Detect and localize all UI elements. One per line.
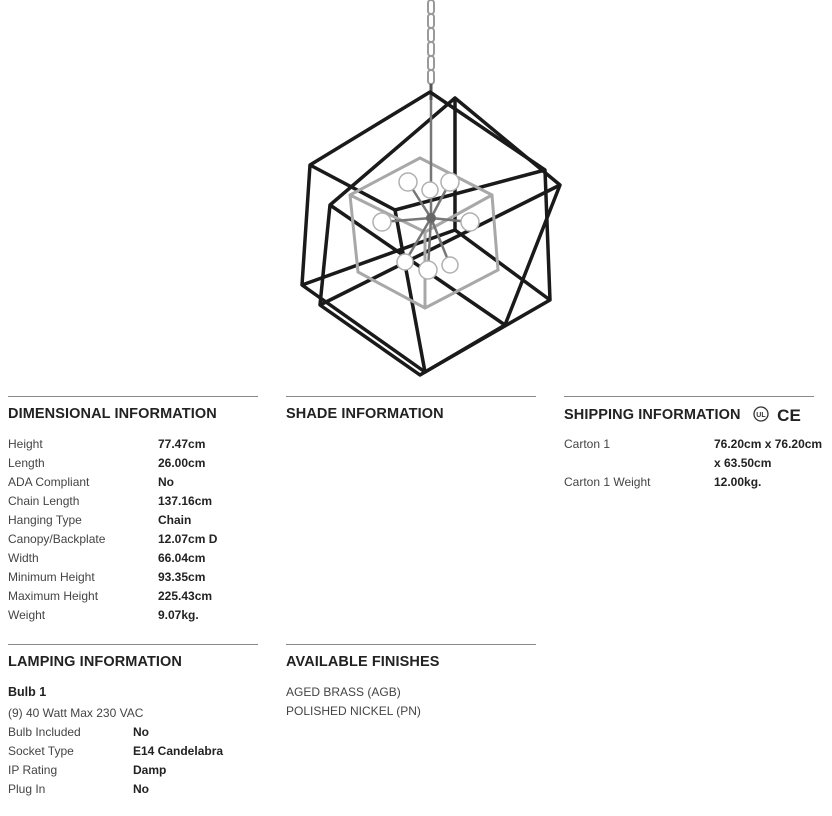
spec-row: [8, 723, 258, 742]
ce-mark: CE: [776, 406, 801, 425]
spec-value: 225.43cm: [158, 589, 213, 603]
finish-item: POLISHED NICKEL (PN): [286, 704, 421, 718]
section-divider: [564, 396, 814, 397]
spec-label: Chain Length: [8, 494, 80, 508]
spec-value: 77.47cm: [158, 437, 206, 451]
bulb-title: Bulb 1: [8, 685, 47, 699]
spec-value: 137.16cm: [158, 494, 213, 508]
dimensional-section: [8, 396, 258, 625]
spec-value: No: [133, 782, 149, 796]
spec-label: Canopy/Backplate: [8, 532, 106, 546]
spec-label: Hanging Type: [8, 513, 82, 527]
spec-row: [8, 530, 258, 549]
section-divider: [286, 644, 536, 645]
certification-marks-icon: [751, 405, 805, 425]
spec-label: IP Rating: [8, 763, 58, 777]
spec-value: 26.00cm: [158, 456, 206, 470]
spec-row: [8, 606, 258, 625]
spec-row: [8, 549, 258, 568]
spec-value: Chain: [158, 513, 192, 527]
spec-label: Bulb Included: [8, 725, 81, 739]
spec-label: Plug In: [8, 782, 46, 796]
spec-row: [564, 454, 814, 473]
spec-value: Damp: [133, 763, 167, 777]
spec-label: ADA Compliant: [8, 475, 90, 489]
spec-label: Carton 1: [564, 437, 611, 451]
spec-label: Width: [8, 551, 39, 565]
spec-row: [8, 492, 258, 511]
spec-value: No: [158, 475, 174, 489]
spec-value: 12.07cm D: [158, 532, 218, 546]
shade-section: [286, 396, 536, 427]
spec-label: Minimum Height: [8, 570, 95, 584]
spec-row: [8, 761, 258, 780]
finishes-title: AVAILABLE FINISHES: [286, 654, 440, 670]
lamping-section: [8, 644, 258, 799]
spec-row: [8, 473, 258, 492]
spec-label: Maximum Height: [8, 589, 99, 603]
spec-label: Socket Type: [8, 744, 74, 758]
ul-mark: UL: [755, 412, 766, 419]
finish-item: AGED BRASS (AGB): [286, 685, 401, 699]
spec-value: No: [133, 725, 149, 739]
shipping-title: SHIPPING INFORMATION: [564, 406, 741, 423]
shipping-section: [564, 396, 823, 492]
bulb-description: (9) 40 Watt Max 230 VAC: [8, 706, 144, 720]
shipping-title-row: [564, 405, 814, 427]
spec-value: 93.35cm: [158, 570, 206, 584]
spec-label: Carton 1 Weight: [564, 475, 651, 489]
finishes-section: [286, 644, 536, 721]
spec-value: 66.04cm: [158, 551, 206, 565]
spec-row: [8, 742, 258, 761]
spec-value: E14 Candelabra: [133, 744, 224, 758]
section-divider: [8, 396, 258, 397]
spec-row: [8, 568, 258, 587]
section-divider: [286, 396, 536, 397]
spec-row: [8, 435, 258, 454]
shade-title: SHADE INFORMATION: [286, 406, 444, 422]
lamping-title: LAMPING INFORMATION: [8, 654, 183, 670]
spec-label: Height: [8, 437, 43, 451]
spec-row: [8, 587, 258, 606]
spec-row: [8, 454, 258, 473]
spec-value: 76.20cm x 76.20cm: [714, 437, 823, 451]
spec-row: [564, 473, 814, 492]
chandelier-image: [290, 0, 570, 380]
spec-label: Weight: [8, 608, 46, 622]
dimensional-title: DIMENSIONAL INFORMATION: [8, 406, 217, 422]
spec-value: 9.07kg.: [158, 608, 199, 622]
spec-value: 12.00kg.: [714, 475, 762, 489]
spec-row: [8, 511, 258, 530]
spec-row: [564, 435, 823, 454]
section-divider: [8, 644, 258, 645]
spec-row: [8, 780, 258, 799]
spec-value: x 63.50cm: [714, 456, 772, 470]
spec-label: Length: [8, 456, 45, 470]
